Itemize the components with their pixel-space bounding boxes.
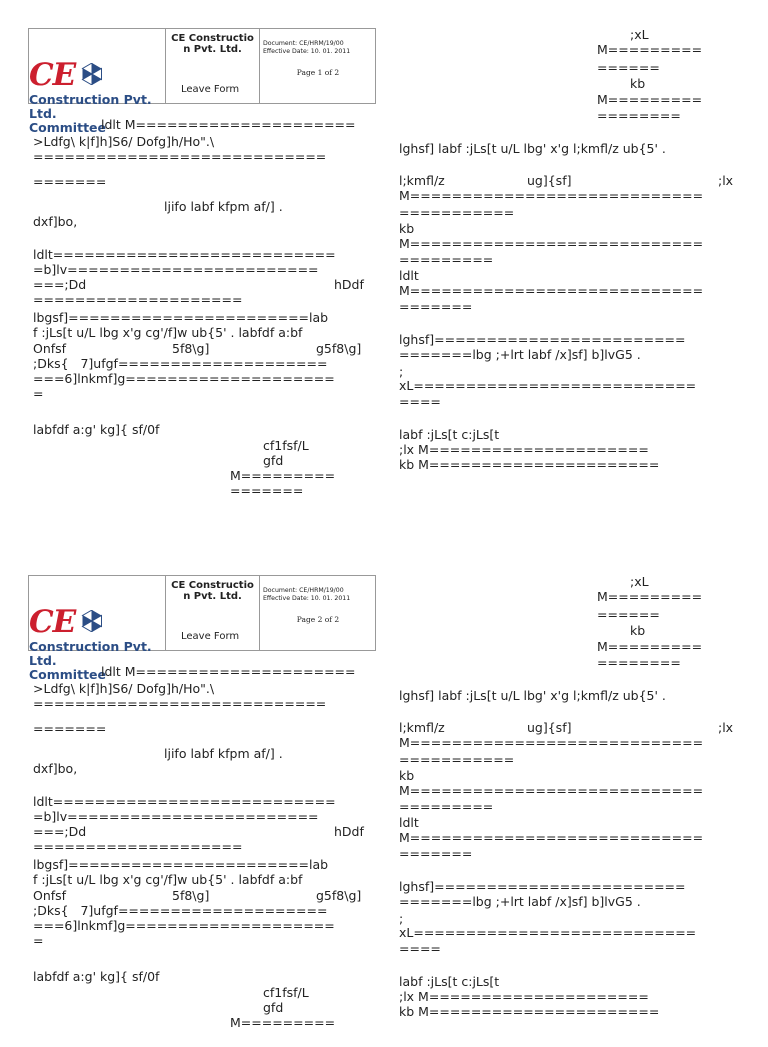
fill-line: ====: [399, 941, 441, 956]
addressee-line: >Ldfg\ k|f]h]S6/ Dofg]h/Ho".\: [33, 134, 215, 149]
body-line: ===;Dd: [33, 824, 87, 839]
company-caption: Construction Pvt. Ltd. Committee: [29, 92, 152, 135]
fill-line: M=========: [597, 589, 703, 604]
reason-line: labfdf a:g' kg]{ sf/0f: [33, 969, 160, 984]
fill-line: M============================: [399, 735, 704, 750]
applicant-label: cf1fsf/L: [263, 438, 309, 453]
fill-line: ======: [597, 60, 660, 75]
body-line: f :jLs[t u/L lbg x'g cg'/f]w ub{5' . labfdf a:bf: [33, 325, 303, 340]
recommendation-line: lghsf] labf :jLs[t u/L lbg' x'g l;kmfl/z ub{5' .: [399, 688, 666, 703]
approval-line: labf :jLs[t c:jLs[t: [399, 427, 500, 442]
form-name: Leave Form: [181, 84, 240, 95]
fill-line: M============================: [399, 830, 704, 845]
company-logo: CE: [29, 604, 76, 640]
signature-label: ;lx: [718, 173, 734, 188]
subject-line: ljifo labf kfpm af/] .: [164, 199, 283, 214]
date-label: ldlt: [399, 815, 419, 830]
logo-star-icon: [81, 610, 103, 632]
fill-line: M=========: [597, 639, 703, 654]
recommendation-line: lghsf] labf :jLs[t u/L lbg' x'g l;kmfl/z ub{5' .: [399, 141, 666, 156]
approver-position-line: kb M======================: [399, 1004, 660, 1019]
fill-line: ===========: [399, 752, 515, 767]
fill-line: ========: [597, 108, 681, 123]
body-line: ldlt===========================: [33, 794, 336, 809]
recommender-label: l;kmfl/z: [399, 720, 445, 735]
body-line: ====================: [33, 839, 243, 854]
applicant-label: cf1fsf/L: [263, 985, 309, 1000]
fill-line: M============================: [399, 236, 704, 251]
approver-position-line: kb M======================: [399, 457, 660, 472]
body-line: f :jLs[t u/L lbg x'g cg'/f]w ub{5' . labfdf a:bf: [33, 872, 303, 887]
fill-line: =: [33, 933, 44, 948]
company-name: CE Constructio n Pvt. Ltd.: [171, 33, 254, 55]
logo-star-icon: [81, 63, 103, 85]
recommender-label: ug]{sf]: [527, 720, 572, 735]
body-line: 5f8\g]: [172, 888, 210, 903]
body-line: Onfsf: [33, 888, 67, 903]
date-line: ldlt M=====================: [101, 664, 356, 679]
document-info: Document: CE/HRM/19/00 Effective Date: 10. 01. 2011: [263, 587, 351, 602]
fill-line: =======: [399, 846, 473, 861]
company-logo: CE: [29, 57, 76, 93]
leave-form-page-1: [0, 0, 768, 500]
approval-line: labf :jLs[t c:jLs[t: [399, 974, 500, 989]
page-number: Page 1 of 2: [296, 68, 340, 77]
fill-line: M============================: [399, 188, 704, 203]
fill-line: ============================: [33, 149, 327, 164]
body-line: ====================: [33, 292, 243, 307]
signature-label: ;xL: [630, 27, 649, 42]
addressee-line: >Ldfg\ k|f]h]S6/ Dofg]h/Ho".\: [33, 681, 215, 696]
fill-line: M============================: [399, 783, 704, 798]
phone-line: ===6]lnkmf]g====================: [33, 918, 335, 933]
fill-line: =========: [399, 252, 494, 267]
form-name: Leave Form: [181, 631, 240, 642]
fill-line: =========: [399, 799, 494, 814]
fill-line: =: [33, 386, 44, 401]
fill-line: ===========: [399, 205, 515, 220]
position-label: kb: [399, 221, 415, 236]
body-line: =b]lv========================: [33, 809, 319, 824]
contact-line: ;Dks{ 7]ufgf====================: [33, 356, 328, 371]
position-label: kb: [630, 623, 646, 638]
body-line: ===;Dd: [33, 277, 87, 292]
document-info: Document: CE/HRM/19/00 Effective Date: 10. 01. 2011: [263, 40, 351, 55]
subject-line: ljifo labf kfpm af/] .: [164, 746, 283, 761]
fill-line: =======: [33, 721, 107, 736]
fill-line: M============================: [399, 283, 704, 298]
fill-line: M=========: [597, 92, 703, 107]
body-line: Onfsf: [33, 341, 67, 356]
fill-line: ========: [597, 655, 681, 670]
signature-label: ;xL: [630, 574, 649, 589]
fill-line: M=========: [597, 42, 703, 57]
body-line: lbgsf]=======================lab: [33, 310, 329, 325]
position-label: kb: [630, 76, 646, 91]
company-caption: Construction Pvt. Ltd. Committee: [29, 639, 152, 682]
contact-line: ;Dks{ 7]ufgf====================: [33, 903, 328, 918]
balance-line: =======lbg ;+lrt labf /x]sf] b]lvG5 .: [399, 894, 641, 909]
name-label: gfd: [263, 1000, 284, 1015]
fill-line: ============================: [33, 696, 327, 711]
signature-label: ;: [399, 364, 404, 379]
date-line: ldlt M=====================: [101, 117, 356, 132]
fill-line: xL===========================: [399, 378, 697, 393]
date-label: ldlt: [399, 268, 419, 283]
phone-line: ===6]lnkmf]g====================: [33, 371, 335, 386]
body-line: ldlt===========================: [33, 247, 336, 262]
signature-label: ;: [399, 911, 404, 926]
salutation: dxf]bo,: [33, 761, 78, 776]
company-name: CE Constructio n Pvt. Ltd.: [171, 580, 254, 602]
fill-line: =======: [33, 174, 107, 189]
fill-line: M=========: [230, 1015, 336, 1030]
body-line: lbgsf]=======================lab: [33, 857, 329, 872]
recommender-label: l;kmfl/z: [399, 173, 445, 188]
page-number: Page 2 of 2: [296, 615, 340, 624]
leave-form-page-2: [0, 547, 768, 1047]
fill-line: M=========: [230, 468, 336, 483]
body-line: g5f8\g]: [316, 341, 362, 356]
name-label: gfd: [263, 453, 284, 468]
fill-line: ====: [399, 394, 441, 409]
body-line: 5f8\g]: [172, 341, 210, 356]
fill-line: =======: [399, 299, 473, 314]
recommender-label: ug]{sf]: [527, 173, 572, 188]
fill-line: ======: [597, 607, 660, 622]
fill-line: xL===========================: [399, 925, 697, 940]
salutation: dxf]bo,: [33, 214, 78, 229]
fill-line: =======: [230, 483, 304, 498]
body-line: hDdf: [334, 277, 364, 292]
balance-line: lghsf]========================: [399, 879, 686, 894]
balance-line: =======lbg ;+lrt labf /x]sf] b]lvG5 .: [399, 347, 641, 362]
body-line: =b]lv========================: [33, 262, 319, 277]
approver-signature-line: ;lx M=====================: [399, 989, 649, 1004]
approver-signature-line: ;lx M=====================: [399, 442, 649, 457]
signature-label: ;lx: [718, 720, 734, 735]
balance-line: lghsf]========================: [399, 332, 686, 347]
position-label: kb: [399, 768, 415, 783]
body-line: hDdf: [334, 824, 364, 839]
body-line: g5f8\g]: [316, 888, 362, 903]
reason-line: labfdf a:g' kg]{ sf/0f: [33, 422, 160, 437]
